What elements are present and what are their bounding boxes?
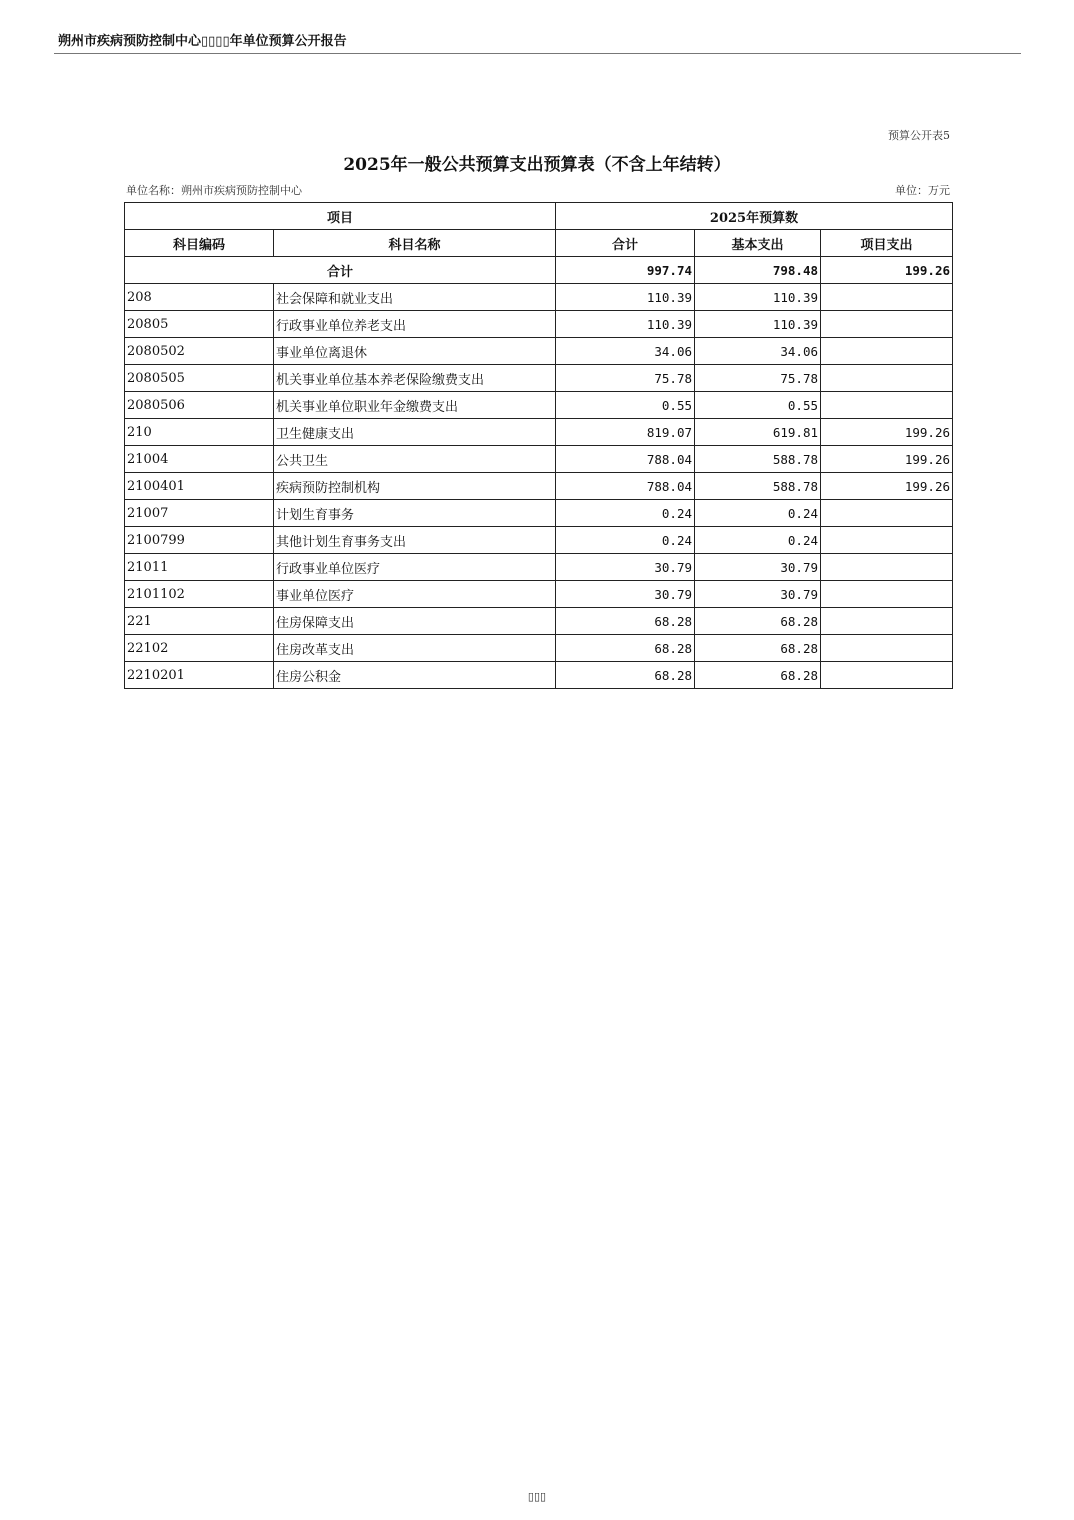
row-code: 21004 <box>125 446 274 473</box>
row-total: 788.04 <box>556 473 695 500</box>
row-name: 机关事业单位基本养老保险缴费支出 <box>274 365 556 392</box>
row-project <box>821 635 953 662</box>
row-total: 75.78 <box>556 365 695 392</box>
column-header-code: 科目编码 <box>125 230 274 257</box>
row-name: 住房改革支出 <box>274 635 556 662</box>
total-row <box>125 257 953 284</box>
row-total: 788.04 <box>556 446 695 473</box>
column-header-project-expense: 项目支出 <box>821 230 953 257</box>
report-header-title: 朔州市疾病预防控制中心▯▯▯▯年单位预算公开报告 <box>58 34 347 49</box>
row-basic: 110.39 <box>695 284 821 311</box>
row-basic: 68.28 <box>695 608 821 635</box>
row-name: 行政事业单位医疗 <box>274 554 556 581</box>
row-project: 199.26 <box>821 446 953 473</box>
row-basic: 0.24 <box>695 527 821 554</box>
row-basic: 0.55 <box>695 392 821 419</box>
row-project <box>821 527 953 554</box>
header-divider <box>54 53 1021 54</box>
table-number: 预算公开表5 <box>888 129 950 142</box>
row-total: 68.28 <box>556 608 695 635</box>
row-total: 819.07 <box>556 419 695 446</box>
row-name: 其他计划生育事务支出 <box>274 527 556 554</box>
row-project <box>821 365 953 392</box>
column-header-total: 合计 <box>556 230 695 257</box>
table-row <box>125 365 953 392</box>
table-row <box>125 473 953 500</box>
table-row <box>125 527 953 554</box>
row-name: 住房保障支出 <box>274 608 556 635</box>
row-name: 事业单位医疗 <box>274 581 556 608</box>
table-row <box>125 392 953 419</box>
row-total: 30.79 <box>556 554 695 581</box>
row-name: 疾病预防控制机构 <box>274 473 556 500</box>
row-code: 2100401 <box>125 473 274 500</box>
row-project <box>821 554 953 581</box>
row-code: 2101102 <box>125 581 274 608</box>
row-name: 机关事业单位职业年金缴费支出 <box>274 392 556 419</box>
row-total: 110.39 <box>556 311 695 338</box>
row-project <box>821 311 953 338</box>
total-basic: 798.48 <box>695 257 821 284</box>
row-basic: 0.24 <box>695 500 821 527</box>
row-project <box>821 284 953 311</box>
header-row-2 <box>125 230 953 257</box>
row-total: 30.79 <box>556 581 695 608</box>
row-code: 210 <box>125 419 274 446</box>
row-code: 221 <box>125 608 274 635</box>
row-code: 2210201 <box>125 662 274 689</box>
row-code: 2080502 <box>125 338 274 365</box>
table-row <box>125 446 953 473</box>
row-total: 34.06 <box>556 338 695 365</box>
total-label: 合计 <box>125 257 556 284</box>
row-basic: 30.79 <box>695 554 821 581</box>
total-project: 199.26 <box>821 257 953 284</box>
row-name: 行政事业单位养老支出 <box>274 311 556 338</box>
row-code: 2100799 <box>125 527 274 554</box>
table-row <box>125 581 953 608</box>
row-code: 22102 <box>125 635 274 662</box>
row-basic: 588.78 <box>695 446 821 473</box>
row-code: 2080505 <box>125 365 274 392</box>
unit-name: 单位名称：朔州市疾病预防控制中心 <box>126 184 302 197</box>
row-name: 住房公积金 <box>274 662 556 689</box>
row-name: 事业单位离退休 <box>274 338 556 365</box>
row-name: 计划生育事务 <box>274 500 556 527</box>
column-header-project: 项目 <box>125 203 556 230</box>
table-row <box>125 635 953 662</box>
row-basic: 34.06 <box>695 338 821 365</box>
table-row <box>125 608 953 635</box>
row-code: 208 <box>125 284 274 311</box>
row-project <box>821 338 953 365</box>
row-basic: 30.79 <box>695 581 821 608</box>
row-total: 0.55 <box>556 392 695 419</box>
column-header-budget: 2025年预算数 <box>556 203 953 230</box>
row-basic: 619.81 <box>695 419 821 446</box>
row-project: 199.26 <box>821 419 953 446</box>
table-title: 2025年一般公共预算支出预算表（不含上年结转） <box>343 155 731 175</box>
table-row <box>125 338 953 365</box>
row-project <box>821 392 953 419</box>
page-number: ▯▯▯ <box>527 1490 547 1503</box>
row-total: 0.24 <box>556 527 695 554</box>
table-row <box>125 554 953 581</box>
column-header-name: 科目名称 <box>274 230 556 257</box>
row-total: 68.28 <box>556 662 695 689</box>
row-name: 社会保障和就业支出 <box>274 284 556 311</box>
row-code: 20805 <box>125 311 274 338</box>
row-project <box>821 581 953 608</box>
row-project: 199.26 <box>821 473 953 500</box>
row-total: 0.24 <box>556 500 695 527</box>
row-basic: 588.78 <box>695 473 821 500</box>
row-code: 21007 <box>125 500 274 527</box>
row-total: 110.39 <box>556 284 695 311</box>
table-row <box>125 419 953 446</box>
header-row-1 <box>125 203 953 230</box>
row-name: 卫生健康支出 <box>274 419 556 446</box>
row-code: 21011 <box>125 554 274 581</box>
row-basic: 68.28 <box>695 662 821 689</box>
unit-label: 单位：万元 <box>895 184 950 197</box>
row-code: 2080506 <box>125 392 274 419</box>
row-basic: 75.78 <box>695 365 821 392</box>
total-amount: 997.74 <box>556 257 695 284</box>
row-basic: 68.28 <box>695 635 821 662</box>
row-basic: 110.39 <box>695 311 821 338</box>
row-project <box>821 608 953 635</box>
row-project <box>821 500 953 527</box>
row-name: 公共卫生 <box>274 446 556 473</box>
column-header-basic: 基本支出 <box>695 230 821 257</box>
row-total: 68.28 <box>556 635 695 662</box>
row-project <box>821 662 953 689</box>
table-row <box>125 500 953 527</box>
table-row <box>125 284 953 311</box>
budget-table <box>124 202 953 689</box>
table-row <box>125 662 953 689</box>
table-row <box>125 311 953 338</box>
